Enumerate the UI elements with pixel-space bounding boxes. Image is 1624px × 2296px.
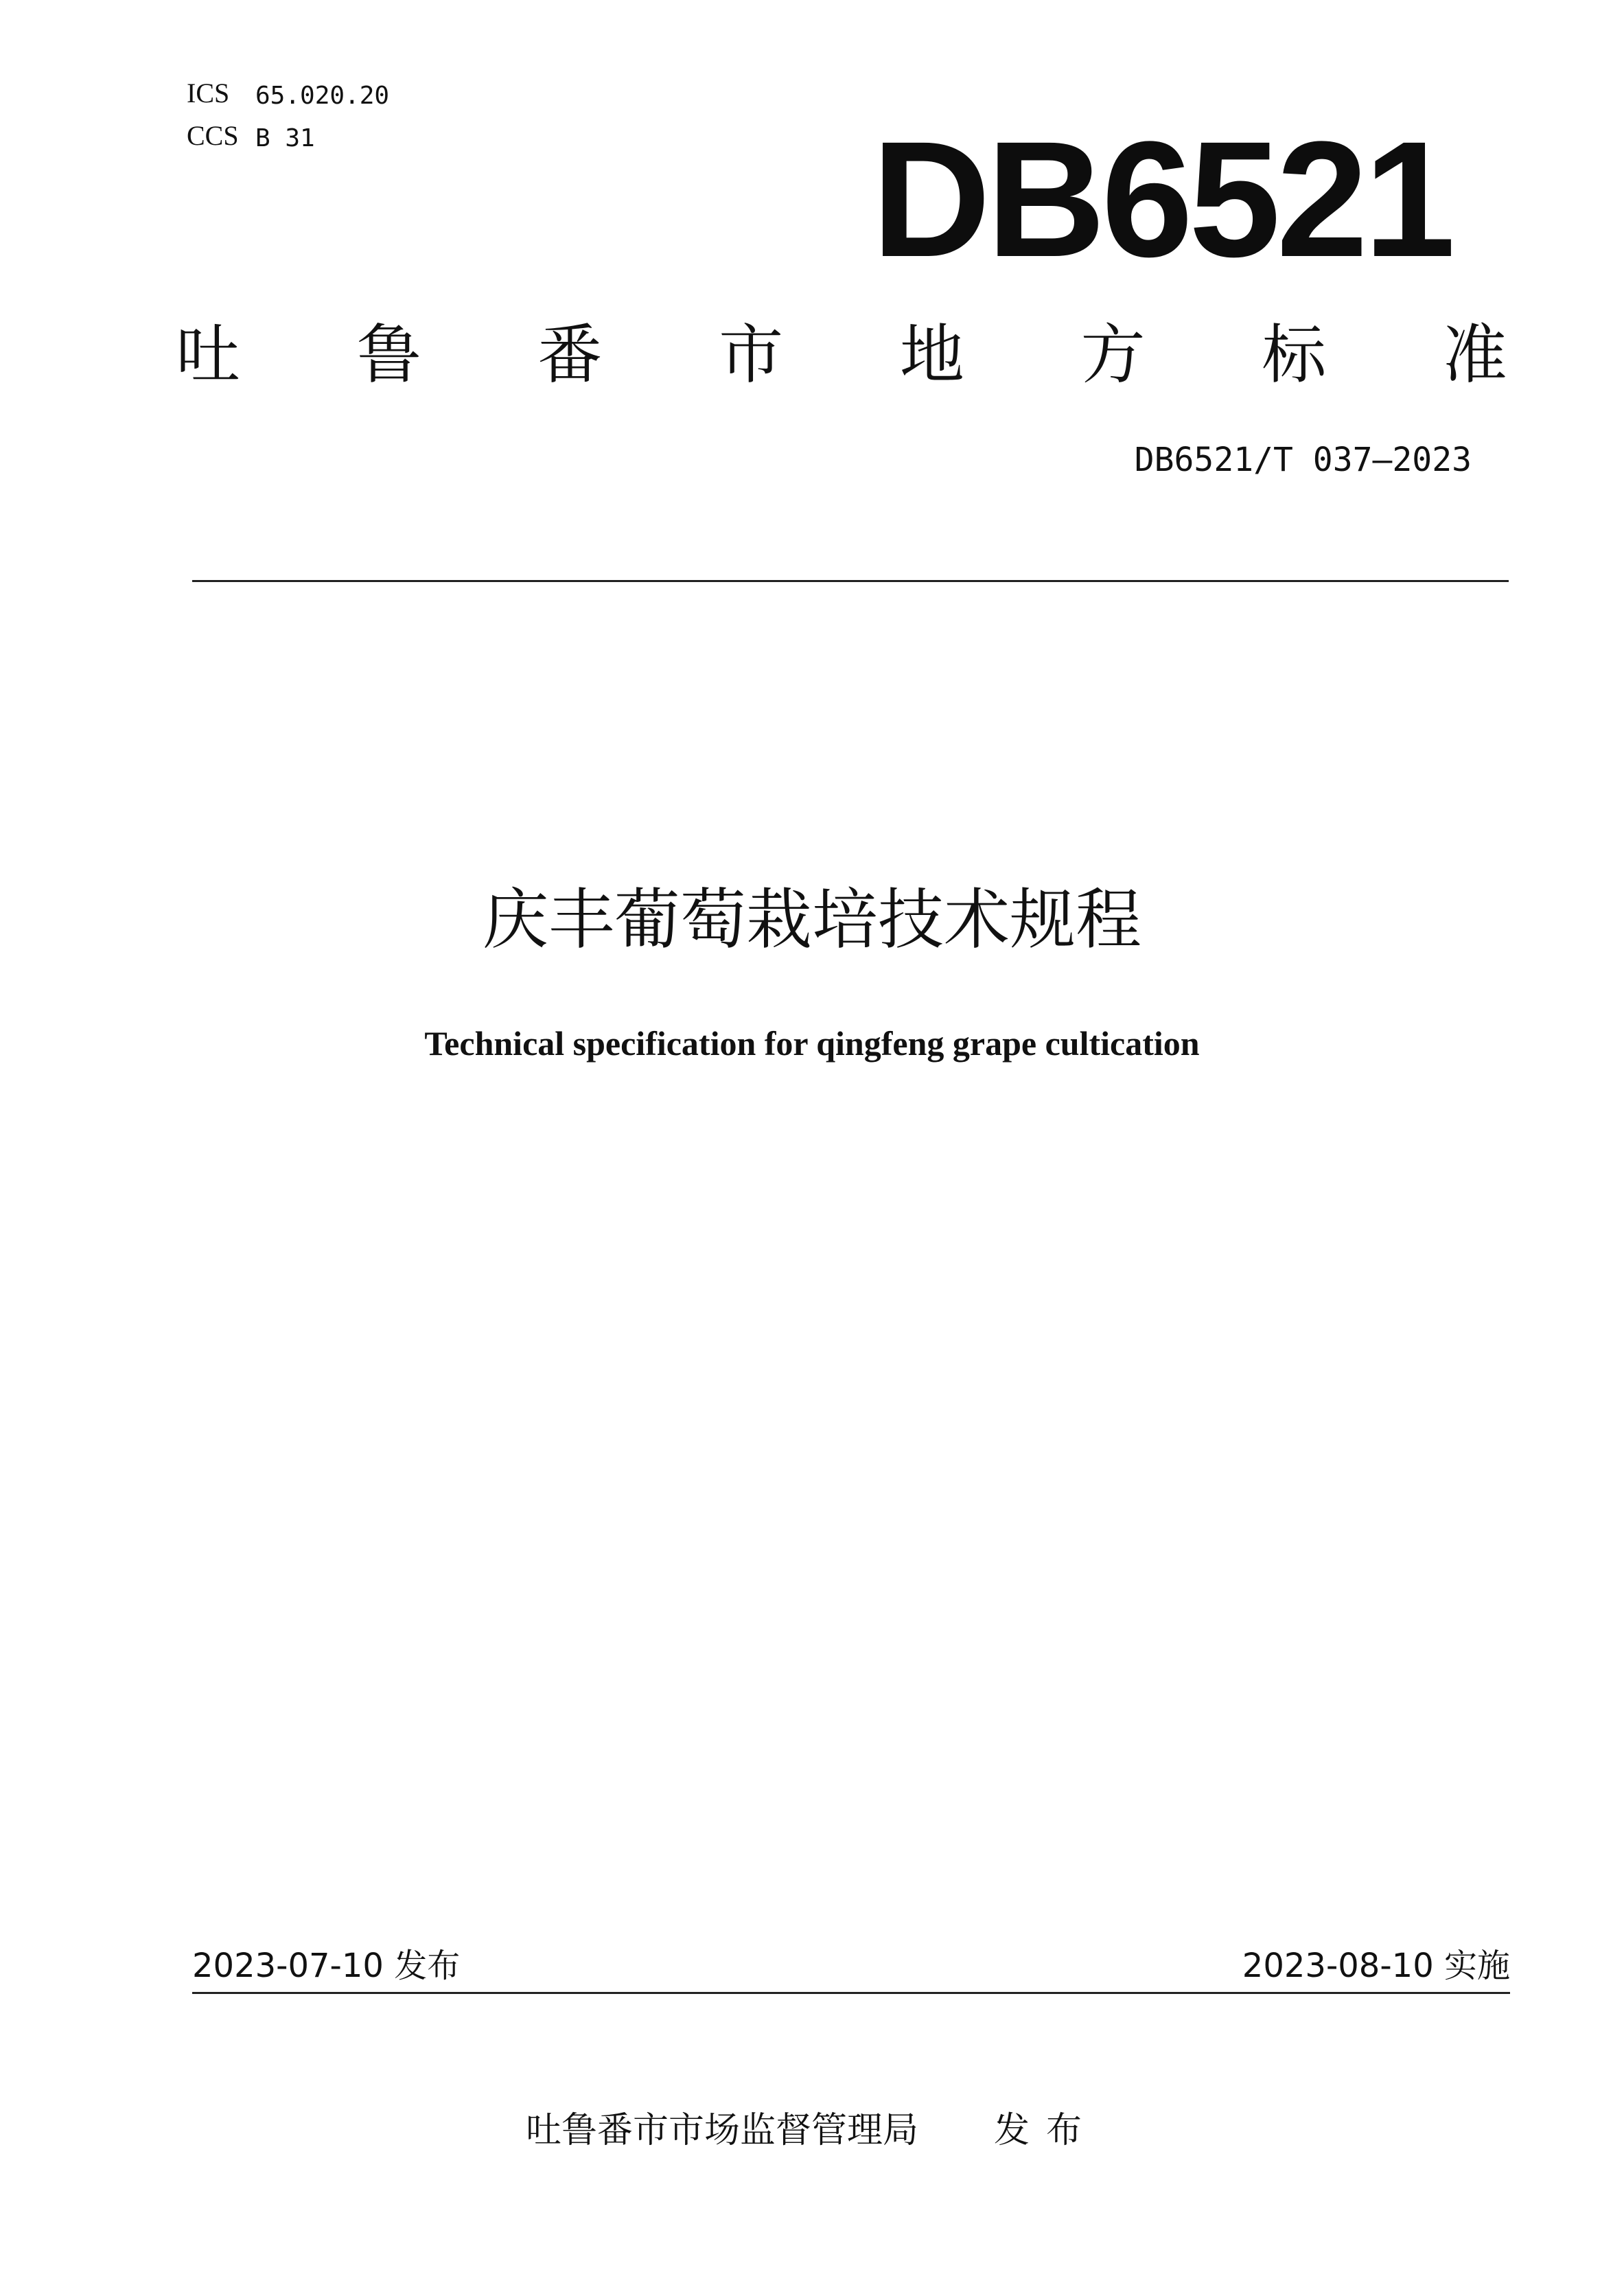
- header-title-char: 标: [1262, 318, 1327, 393]
- ccs-label: CCS: [187, 120, 239, 151]
- top-divider: [192, 580, 1509, 582]
- bottom-divider: [192, 1992, 1510, 1994]
- ics-label: ICS: [187, 78, 230, 108]
- ccs-code: B 31: [255, 124, 315, 152]
- standard-logo: DB6521: [872, 107, 1452, 291]
- issue-date: 2023-07-10 发布: [192, 1947, 461, 1985]
- header-title-char: 方: [1080, 318, 1146, 393]
- header-title-char: 鲁: [356, 318, 421, 393]
- header-title-char: 准: [1442, 318, 1507, 393]
- header-title-char: 地: [899, 318, 964, 393]
- ics-code: 65.020.20: [255, 82, 390, 110]
- issuer-name: 吐鲁番市市场监督管理局: [525, 2110, 918, 2151]
- document-title-zh: 庆丰葡萄栽培技术规程: [483, 881, 1141, 958]
- issuer-line: [0, 2109, 1624, 2153]
- implement-date: 2023-08-10 实施: [1242, 1947, 1510, 1985]
- header-title-char: 吐: [176, 318, 241, 393]
- header-title-char: 市: [719, 318, 784, 393]
- header-title-char: 番: [537, 318, 603, 393]
- document-title-en: Technical specification for qingfeng grape cultication: [424, 1024, 1200, 1063]
- issuer-action: 发布: [994, 2110, 1099, 2151]
- standard-number: DB6521/T 037—2023: [1134, 441, 1472, 479]
- header-title: [176, 314, 1507, 397]
